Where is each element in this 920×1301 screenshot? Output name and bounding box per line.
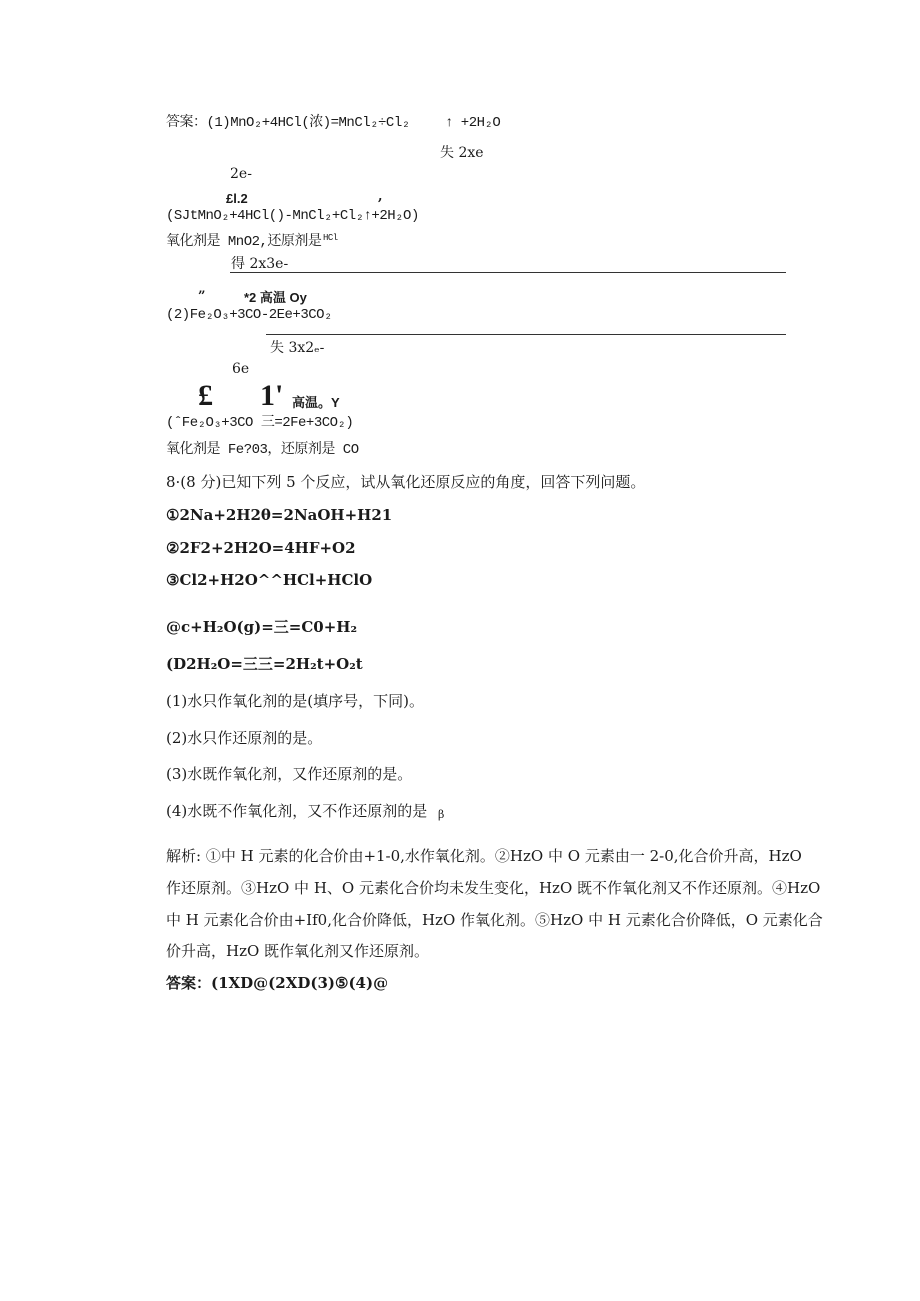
answer2-lose-rule <box>266 334 786 335</box>
sub-question-4: (4)水既不作氧化剂，又不作还原剂的是 <box>166 802 428 820</box>
analysis-line-2: 作还原剂。③HzO 中 H、O 元素化合价均未发生变化，HzO 既不作氧化剂又不作还原剂。④HzO <box>166 879 821 897</box>
answer1-equation-tail: ↑ +2H₂O <box>445 115 501 131</box>
answer1-oxidant-line: 氧化剂是 MnO2,还原剂是 <box>166 234 322 250</box>
answer2-lose-label: 失 3x2ₑ- <box>270 340 325 356</box>
answer2-condition-2: 高温。Y <box>292 395 340 410</box>
question8-stem: 8·(8 分)已知下列 5 个反应，试从氧化还原反应的角度，回答下列问题。 <box>166 473 646 491</box>
answer1-electron-label: 2e- <box>230 166 252 182</box>
answer2-equation-annotated: (ˆFe₂O₃+3CO 三=2Fe+3CO₂) <box>166 415 354 431</box>
question8-answer: 答案：(1XD@(2XD(3)⑤(4)@ <box>166 974 389 992</box>
reaction-4: @c+H₂O(g)=三=C0+H₂ <box>166 618 358 636</box>
reaction-5: (D2H₂O=三三=2H₂t+O₂t <box>166 655 363 673</box>
answer2-electron-label: 6e <box>232 361 250 377</box>
answer2-equation: (2)Fe₂O₃+3CO-2Ee+3CO₂ <box>166 307 332 323</box>
answer1-mark-b: , <box>378 189 383 204</box>
analysis-line-4: 价升高，HzO 既作氧化剂又作还原剂。 <box>166 942 430 960</box>
answer1-gain-rule <box>230 272 786 273</box>
answer2-condition: *2 高温 Oy <box>244 290 307 305</box>
answer2-oxidant-line: 氧化剂是 Fe?03，还原剂是 CO <box>166 442 359 458</box>
answer1-hcl-small: HCl <box>323 233 338 243</box>
sub-question-4-tail: β <box>438 808 445 821</box>
answer2-quote: ” <box>198 289 206 304</box>
answer2-pound-mark: £ <box>198 379 213 412</box>
analysis-line-1: 解析: ①中 H 元素的化合价由+1-0,水作氧化剂。②HzO 中 O 元素由一 2-0,化合价升高，HzO <box>166 847 802 865</box>
sub-question-3: (3)水既作氧化剂，又作还原剂的是。 <box>166 765 413 783</box>
answer1-gain-label: 得 2x3e- <box>231 256 289 272</box>
answer1-mark-a: £l.2 <box>226 191 248 206</box>
answer1-lose-label: 失 2xe <box>440 145 484 161</box>
sub-question-1: (1)水只作氧化剂的是(填序号，下同)。 <box>166 692 424 710</box>
answer1-equation-annotated: (SJtMnO₂+4HCl()-MnCl₂+Cl₂↑+2H₂O) <box>166 208 419 224</box>
reaction-3: ③Cl2+H2O^^HCl+HClO <box>166 571 373 589</box>
analysis-line-3: 中 H 元素化合价由+If0,化合价降低，HzO 作氧化剂。⑤HzO 中 H 元素化合价降低，O 元素化合 <box>166 911 823 929</box>
answer1-equation: 答案：(1)MnO₂+4HCl(浓)=MnCl₂÷Cl₂ <box>166 115 410 131</box>
answer2-one-mark: 1' <box>260 379 284 412</box>
reaction-1: ①2Na+2H2θ=2NaOH+H21 <box>166 506 393 524</box>
sub-question-2: (2)水只作还原剂的是。 <box>166 729 323 747</box>
reaction-2: ②2F2+2H2O=4HF+O2 <box>166 539 356 557</box>
